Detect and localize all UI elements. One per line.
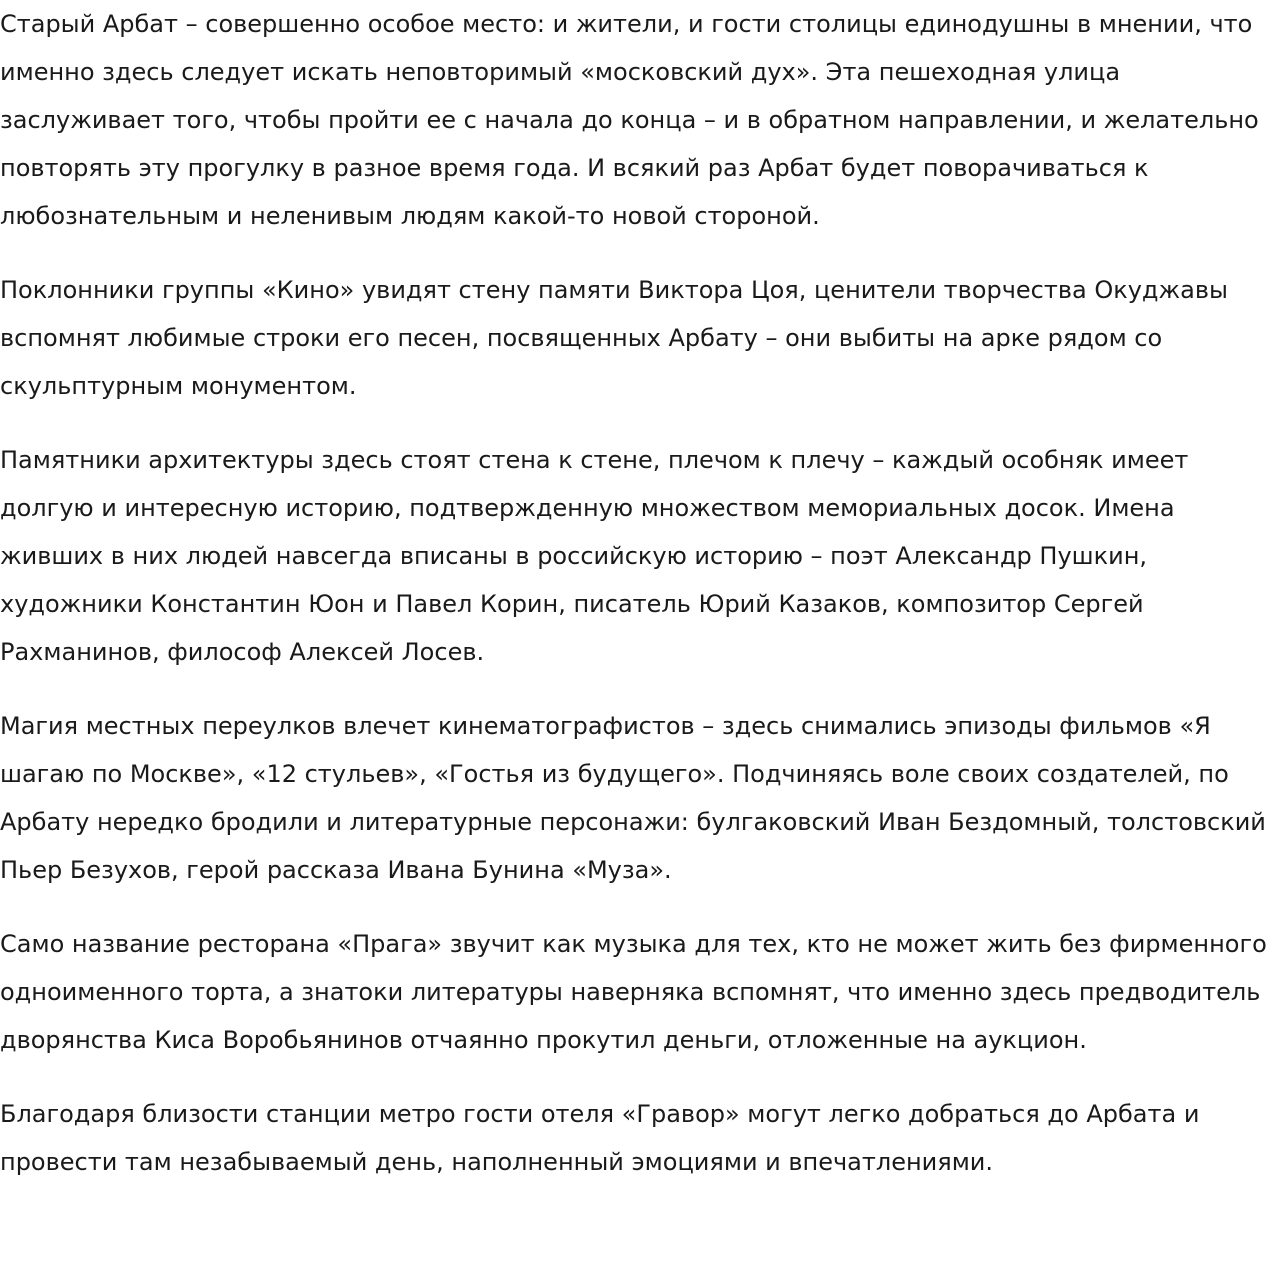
paragraph-gravor-hotel: Благодаря близости станции метро гости отеля «Гравор» могут легко добраться до Арбата и провести там незабываемый день, наполненный эмоциями и впечатлениями. (0, 1100, 1200, 1176)
paragraph-cinema-literature: Магия местных переулков влечет кинематографистов – здесь снимались эпизоды фильмов «Я шагаю по Москве», «12 стульев», «Гостья из будущего». Подчиняясь воле своих создателей, по Арбату нередко бродили и литературные персонажи: булгаковский Иван Бездомный, толстовский Пьер Безухов, герой рассказа Ивана Бунина «Муза». (0, 712, 1266, 884)
paragraph-arbat-intro: Старый Арбат – совершенно особое место: и жители, и гости столицы единодушны в мнении, что именно здесь следует искать неповторимый «московский дух». Эта пешеходная улица заслуживает того, чтобы пройти ее с начала до конца – и в обратном направлении, и желательно повторять эту прогулку в разное время года. И всякий раз Арбат будет поворачиваться к любознательным и неленивым людям какой-то новой стороной. (0, 10, 1259, 230)
paragraph-praga-restaurant: Само название ресторана «Прага» звучит как музыка для тех, кто не может жить без фирменного одноименного торта, а знатоки литературы наверняка вспомнят, что именно здесь предводитель дворянства Киса Воробьянинов отчаянно прокутил деньги, отложенные на аукцион. (0, 930, 1267, 1054)
paragraph-kino-okudzhava: Поклонники группы «Кино» увидят стену памяти Виктора Цоя, ценители творчества Окуджавы вспомнят любимые строки его песен, посвященных Арбату – они выбиты на арке рядом со скульптурным монументом. (0, 276, 1228, 400)
paragraph-architecture: Памятники архитектуры здесь стоят стена к стене, плечом к плечу – каждый особняк имеет долгую и интересную историю, подтвержденную множеством мемориальных досок. Имена живших в них людей навсегда вписаны в российскую историю – поэт Александр Пушкин, художники Константин Юон и Павел Корин, писатель Юрий Казаков, композитор Сергей Рахманинов, философ Алексей Лосев. (0, 446, 1189, 666)
